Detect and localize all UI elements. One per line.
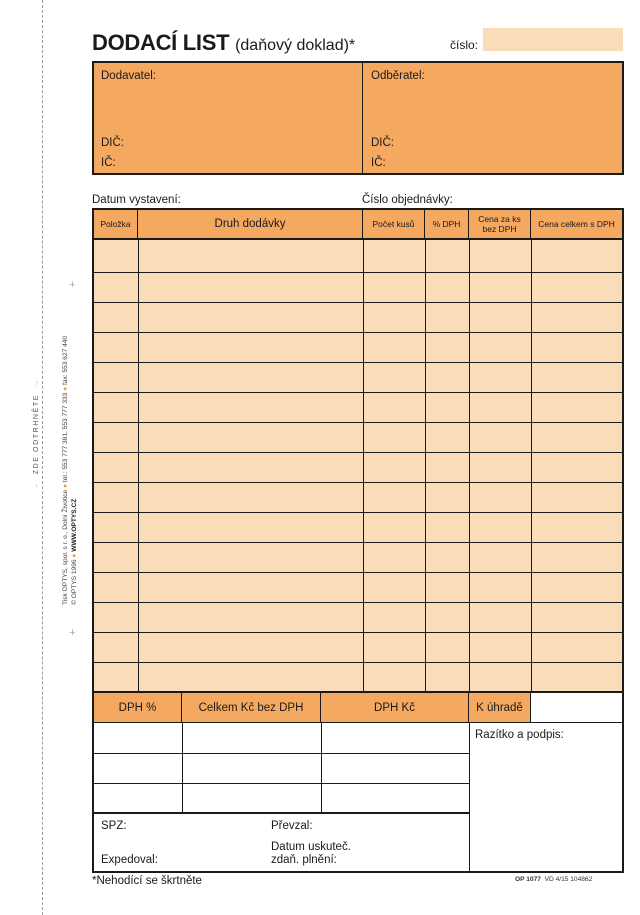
vat-amount-header: DPH Kč — [321, 693, 469, 723]
parties-section — [92, 61, 624, 175]
document-number-label: číslo: — [450, 38, 479, 52]
grid-line — [94, 753, 469, 754]
to-pay-field[interactable] — [531, 693, 622, 723]
parties-divider — [362, 63, 363, 173]
title-main: DODACÍ LIST — [92, 30, 230, 55]
row-divider — [94, 272, 622, 273]
grid-line — [94, 812, 470, 814]
punch-mark-icon: + — [69, 627, 76, 639]
grid-line — [321, 723, 322, 813]
order-number-label: Číslo objednávky: — [362, 194, 453, 206]
document-title — [92, 30, 355, 56]
column-header: Cena celkem s DPH — [531, 210, 622, 240]
customer-label: Odběratel: — [371, 70, 425, 82]
column-header: Počet kusů — [363, 210, 425, 240]
document-number-field[interactable] — [483, 28, 623, 51]
row-divider — [94, 482, 622, 483]
plate-label: SPZ: — [101, 820, 127, 832]
column-divider — [363, 240, 364, 691]
row-divider — [94, 542, 622, 543]
column-header: Cena za ks bez DPH — [469, 210, 531, 240]
taxable-date-label: Datum uskuteč. zdaň. plnění: — [271, 841, 351, 866]
items-table — [92, 208, 624, 693]
row-divider — [94, 332, 622, 333]
dispatched-by-label: Expedoval: — [101, 854, 158, 866]
to-pay-label: K úhradě — [469, 693, 531, 723]
arrow-icon: → — [33, 378, 40, 387]
row-divider — [94, 302, 622, 303]
supplier-label: Dodavatel: — [101, 70, 156, 82]
column-divider — [425, 240, 426, 691]
supplier-dic-label: DIČ: — [101, 137, 124, 149]
arrow-icon: → — [33, 481, 40, 490]
row-divider — [94, 422, 622, 423]
row-divider — [94, 392, 622, 393]
total-without-vat-header: Celkem Kč bez DPH — [182, 693, 321, 723]
grid-line — [94, 783, 469, 784]
column-divider — [469, 240, 470, 691]
column-header: Položka — [94, 210, 138, 240]
punch-mark-icon: + — [69, 279, 76, 291]
grid-line — [182, 723, 183, 813]
customer-dic-label: DIČ: — [371, 137, 394, 149]
column-header: Druh dodávky — [138, 210, 363, 240]
issue-date-label: Datum vystavení: — [92, 194, 181, 206]
title-subtitle: (daňový doklad)* — [235, 37, 356, 54]
row-divider — [94, 362, 622, 363]
received-by-label: Převzal: — [271, 820, 313, 832]
vat-rate-header: DPH % — [94, 693, 182, 723]
stamp-signature-label: Razítko a podpis: — [475, 729, 564, 741]
column-divider — [138, 240, 139, 691]
printer-imprint: Tisk OPTYS, spol. s r. o., Dolní Životice ● tel.: 553 777 381, 553 777 333 ● fax: 553 627 440 © OPTYS 1996 ● WWW.OPTYS.CZ — [62, 335, 78, 605]
row-divider — [94, 512, 622, 513]
column-divider — [531, 240, 532, 691]
row-divider — [94, 602, 622, 603]
tear-off-line — [42, 0, 43, 915]
footnote: *Nehodící se škrtněte — [92, 875, 202, 887]
customer-ic-label: IČ: — [371, 157, 386, 169]
supplier-ic-label: IČ: — [101, 157, 116, 169]
row-divider — [94, 662, 622, 663]
row-divider — [94, 452, 622, 453]
row-divider — [94, 572, 622, 573]
tear-off-label: → ZDE ODTRHNĚTE → — [33, 378, 40, 490]
summary-section — [92, 691, 624, 873]
column-header: % DPH — [425, 210, 469, 240]
row-divider — [94, 632, 622, 633]
form-code: OP 1077 VD 4/15 104862 — [515, 876, 593, 883]
grid-line — [469, 723, 470, 871]
